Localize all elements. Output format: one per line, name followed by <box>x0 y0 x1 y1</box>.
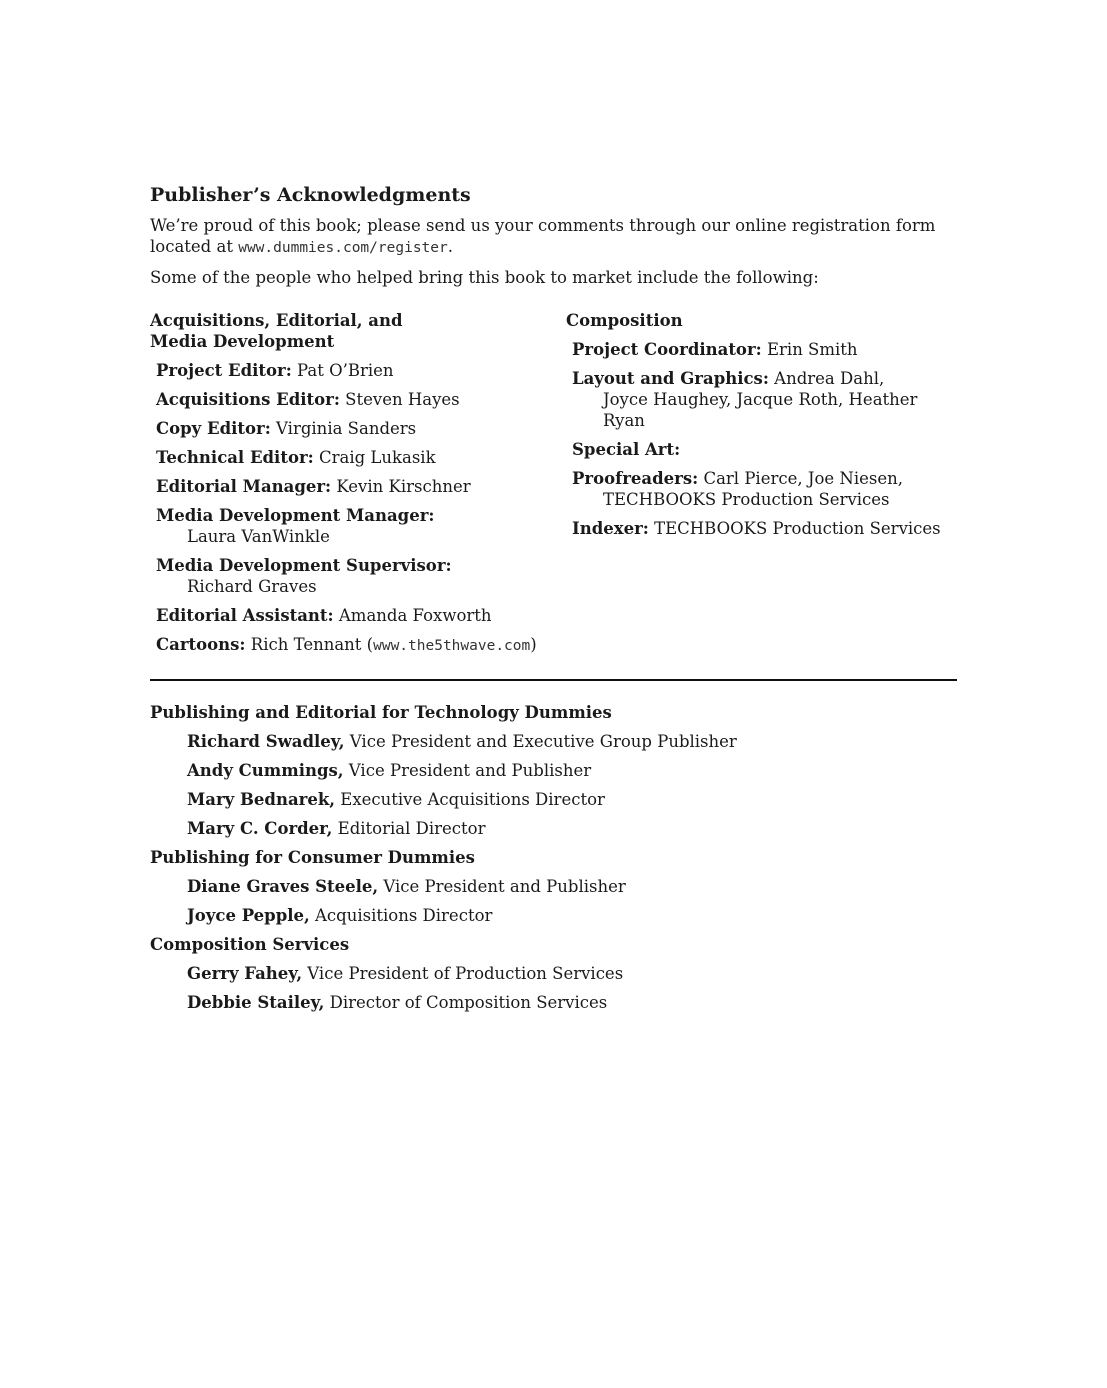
person-entry <box>187 905 957 926</box>
credit-name: Amanda Foxworth <box>333 606 492 625</box>
credit-name: Pat O’Brien <box>291 361 394 380</box>
person-entry <box>187 789 957 810</box>
credit-entry <box>572 368 957 431</box>
credit-role: Editorial Manager: <box>156 477 332 496</box>
intro-paragraph <box>150 215 957 259</box>
credit-name: Erin Smith <box>761 340 858 359</box>
person-name: Mary Bednarek, <box>187 790 336 809</box>
person-title: Acquisitions Director <box>309 906 493 925</box>
person-title: Vice President and Publisher <box>343 761 592 780</box>
credit-role: Layout and Graphics: <box>572 369 769 388</box>
credit-name: Steven Hayes <box>339 390 460 409</box>
section-heading: Composition Services <box>150 935 350 954</box>
credit-name: Rich Tennant ( <box>245 635 374 654</box>
credit-entry <box>156 447 566 468</box>
credit-role: Media Development Manager: <box>156 506 435 525</box>
credit-role: Technical Editor: <box>156 448 314 467</box>
acknowledgments-page <box>150 183 957 1021</box>
person-name: Mary C. Corder, <box>187 819 333 838</box>
credit-entry <box>156 605 566 626</box>
person-title: Executive Acquisitions Director <box>335 790 605 809</box>
person-entry <box>187 818 957 839</box>
person-name: Richard Swadley, <box>187 732 345 751</box>
left-heading-line1: Acquisitions, Editorial, and <box>150 311 403 330</box>
register-link[interactable]: www.dummies.com/register <box>238 240 448 256</box>
credit-role: Cartoons: <box>156 635 246 654</box>
credit-name: Craig Lukasik <box>313 448 436 467</box>
intro-line2-prefix: located at <box>150 237 239 256</box>
credit-role: Special Art: <box>572 440 681 459</box>
credit-name: Richard Graves <box>187 577 317 596</box>
page-title: Publisher’s Acknowledgments <box>150 184 471 206</box>
credit-entry <box>156 418 566 439</box>
credit-role: Project Editor: <box>156 361 292 380</box>
credit-role: Editorial Assistant: <box>156 606 334 625</box>
credit-role: Copy Editor: <box>156 419 271 438</box>
credit-name: Carl Pierce, Joe Niesen, <box>698 469 903 488</box>
section-composition-services <box>150 934 957 1013</box>
right-column <box>566 310 957 665</box>
intro-line2-suffix: . <box>447 237 453 256</box>
credit-name: Kevin Kirschner <box>331 477 471 496</box>
credit-role: Media Development Supervisor: <box>156 556 452 575</box>
credit-name: Laura VanWinkle <box>187 527 330 546</box>
credit-role: Acquisitions Editor: <box>156 390 340 409</box>
person-name: Andy Cummings, <box>187 761 344 780</box>
credit-name: Virginia Sanders <box>270 419 417 438</box>
credit-entry <box>156 555 566 597</box>
person-entry <box>187 760 957 781</box>
person-entry <box>187 963 957 984</box>
credit-name: Andrea Dahl, <box>768 369 885 388</box>
person-title: Director of Composition Services <box>324 993 608 1012</box>
credits-columns <box>150 310 957 665</box>
section-technology-dummies <box>150 702 957 839</box>
credit-entry <box>572 518 957 539</box>
section-consumer-dummies <box>150 847 957 926</box>
credit-entry-cartoons <box>156 634 566 657</box>
credit-role: Proofreaders: <box>572 469 699 488</box>
person-entry <box>187 876 957 897</box>
credit-entry <box>156 389 566 410</box>
credit-entry <box>572 439 957 460</box>
person-title: Vice President and Executive Group Publisher <box>344 732 737 751</box>
credit-role: Indexer: <box>572 519 649 538</box>
person-name: Gerry Fahey, <box>187 964 303 983</box>
person-name: Diane Graves Steele, <box>187 877 379 896</box>
credit-entry <box>156 505 566 547</box>
left-column <box>150 310 566 665</box>
the5thwave-link[interactable]: www.the5thwave.com <box>373 638 531 654</box>
person-name: Debbie Stailey, <box>187 993 325 1012</box>
credit-role: Project Coordinator: <box>572 340 762 359</box>
person-title: Vice President of Production Services <box>302 964 624 983</box>
person-entry <box>187 731 957 752</box>
intro-line1: We’re proud of this book; please send us your comments through our online registration form <box>150 216 936 235</box>
person-entry <box>187 992 957 1013</box>
section-heading: Publishing for Consumer Dummies <box>150 848 475 867</box>
intro-line3: Some of the people who helped bring this book to market include the following: <box>150 268 819 287</box>
person-title: Vice President and Publisher <box>378 877 626 896</box>
credit-name: TECHBOOKS Production Services <box>648 519 941 538</box>
person-title: Editorial Director <box>332 819 486 838</box>
left-heading-line2: Media Development <box>150 332 335 351</box>
credit-name-continued: Joyce Haughey, Jacque Roth, Heather Ryan <box>603 390 918 430</box>
left-column-heading <box>150 310 566 352</box>
credit-entry <box>156 360 566 381</box>
credit-entry <box>156 476 566 497</box>
credit-close-paren: ) <box>530 635 537 654</box>
credit-entry <box>572 468 957 510</box>
section-heading: Publishing and Editorial for Technology Dummies <box>150 703 612 722</box>
section-divider <box>150 679 957 681</box>
right-column-heading: Composition <box>566 311 683 330</box>
credit-entry <box>572 339 957 360</box>
person-name: Joyce Pepple, <box>187 906 310 925</box>
credit-name-continued: TECHBOOKS Production Services <box>603 490 890 509</box>
